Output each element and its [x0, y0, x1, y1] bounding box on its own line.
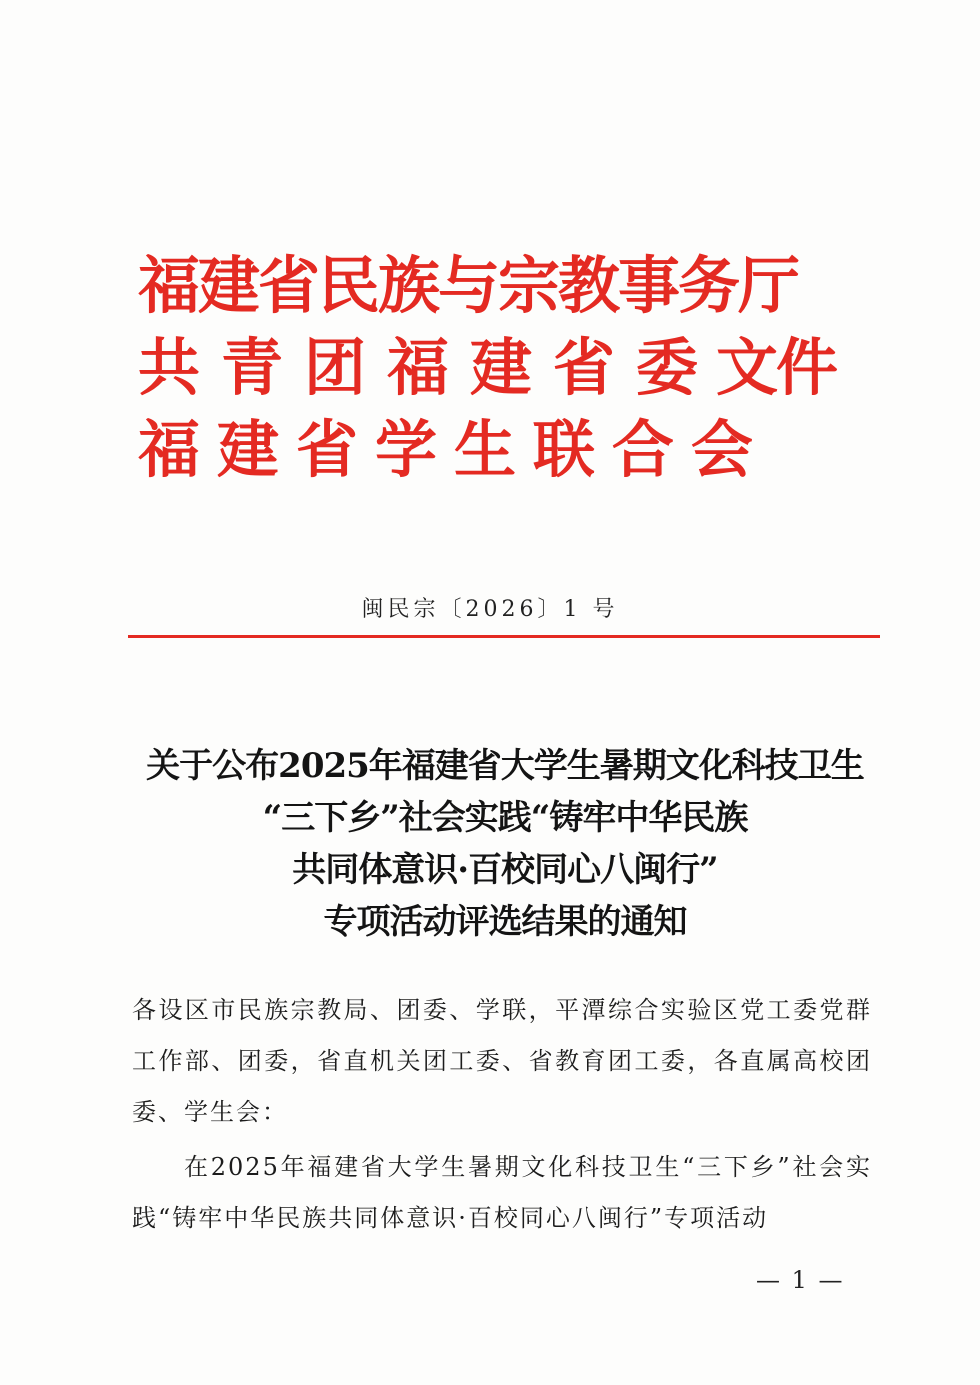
masthead-char: 青: [220, 331, 283, 404]
masthead-char: 省: [295, 413, 358, 486]
title-line-2: “三下乡”社会实践“铸牢中华民族: [262, 798, 748, 838]
page-number: — 1 —: [756, 1266, 845, 1294]
masthead-char: 学: [374, 413, 437, 486]
masthead-line-1: 福建省民族与宗教事务厅: [138, 249, 799, 322]
masthead-char: 生: [453, 413, 516, 486]
title-line-1: 关于公布2025年福建省大学生暑期文化科技卫生: [146, 746, 864, 786]
masthead-char: 会: [690, 413, 753, 486]
masthead-char: 福: [386, 331, 449, 404]
masthead-line-2: [138, 327, 898, 409]
document-number: 闽民宗〔2026〕1 号: [361, 597, 619, 622]
masthead-line-2-chars: [138, 327, 698, 409]
document-body: [132, 985, 872, 1244]
masthead-line-3-chars: [138, 409, 753, 491]
masthead-char: 共: [138, 331, 201, 404]
masthead-char: 省: [552, 331, 615, 404]
title-line-3: 共同体意识·百校同心八闽行”: [292, 850, 718, 890]
masthead: [138, 245, 898, 491]
red-separator-line: [128, 635, 880, 638]
title-line-4: 专项活动评选结果的通知: [323, 902, 687, 942]
masthead-char: 福: [138, 413, 201, 486]
masthead-file-label: 文件: [716, 331, 837, 404]
masthead-char: 联: [532, 413, 595, 486]
masthead-char: 合: [611, 413, 674, 486]
masthead-char: 团: [303, 331, 366, 404]
masthead-char: 建: [216, 413, 279, 486]
masthead-char: 建: [469, 331, 532, 404]
body-paragraph-1: 在2025年福建省大学生暑期文化科技卫生“三下乡”社会实践“铸牢中华民族共同体意识·百校同心八闽行”专项活动: [132, 1153, 872, 1232]
document-title: [110, 740, 900, 948]
masthead-line-3: [138, 409, 898, 491]
addressee-paragraph: 各设区市民族宗教局、团委、学联，平潭综合实验区党工委党群工作部、团委，省直机关团工委、省教育团工委，各直属高校团委、学生会：: [132, 996, 872, 1126]
masthead-char: 委: [635, 331, 698, 404]
